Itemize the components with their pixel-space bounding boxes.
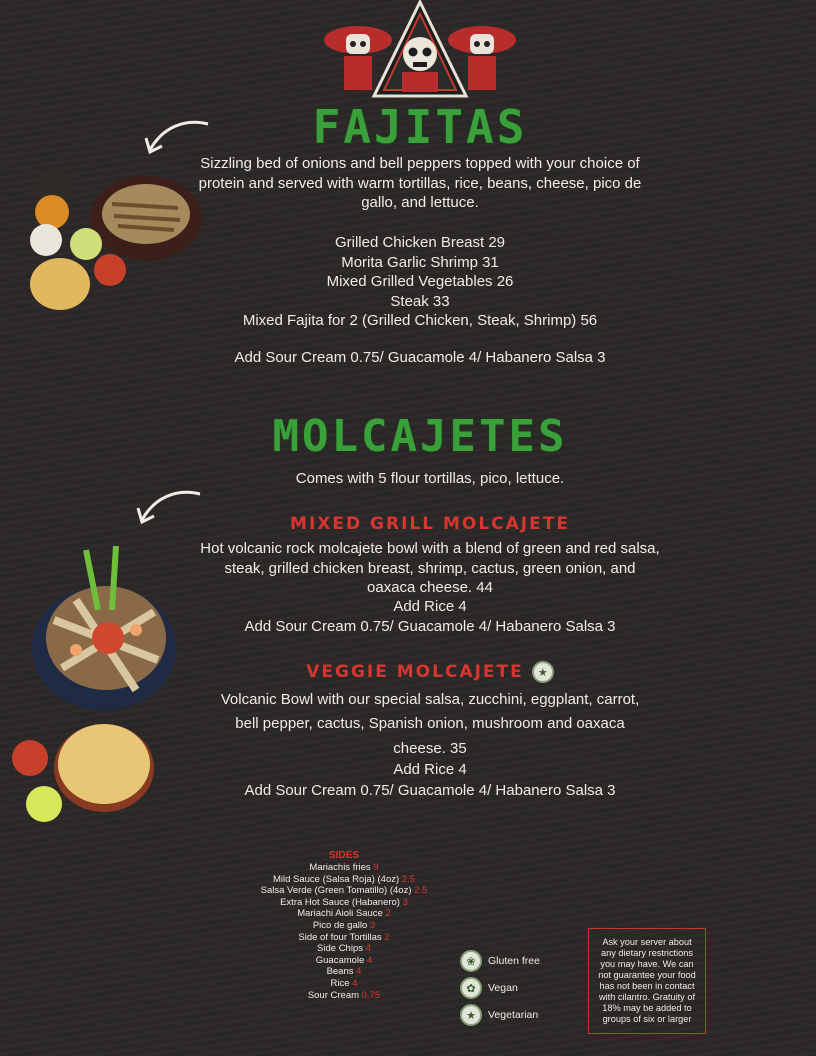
menu-item: Morita Garlic Shrimp 31 bbox=[341, 253, 499, 271]
fajitas-description: Sizzling bed of onions and bell peppers topped with your choice of protein and served with warm tortillas, rice, beans, cheese, pico de gallo, and lettuce. bbox=[198, 155, 642, 211]
molcajete-food-image bbox=[16, 540, 196, 718]
fajitas-item-list bbox=[200, 233, 640, 331]
vegetarian-icon: ★ bbox=[460, 1004, 482, 1026]
arrow-icon bbox=[132, 486, 204, 528]
side-item: Side Chips 4 bbox=[317, 943, 371, 955]
gluten-free-icon: ❀ bbox=[460, 950, 482, 972]
menu-item: Grilled Chicken Breast 29 bbox=[334, 234, 506, 251]
tortillas-food-image bbox=[8, 720, 158, 828]
restaurant-logo bbox=[318, 0, 522, 104]
mixed-grill-add-rice: Add Rice 4 bbox=[393, 598, 467, 615]
molcajetes-intro: Comes with 5 flour tortillas, pico, lettuce. bbox=[295, 470, 565, 487]
veggie-description-line-3: cheese. 35 bbox=[393, 740, 467, 757]
fajitas-addons: Add Sour Cream 0.75/ Guacamole 4/ Habanero Salsa 3 bbox=[234, 349, 606, 366]
sides-list bbox=[236, 862, 452, 1001]
side-item: Mariachi Aioli Sauce 2 bbox=[297, 908, 391, 920]
legend-vegan: ✿ Vegan bbox=[460, 977, 540, 999]
menu-item: Mixed Grilled Vegetables 26 bbox=[326, 273, 514, 290]
legend-gluten-free: ❀ Gluten free bbox=[460, 950, 540, 972]
sides-title: SIDES bbox=[328, 850, 359, 861]
side-item: Salsa Verde (Green Tomatillo) (4oz) 2.5 bbox=[260, 885, 428, 897]
side-item: Extra Hot Sauce (Habanero) 3 bbox=[280, 896, 408, 908]
legend-vegetarian: ★ Vegetarian bbox=[460, 1004, 540, 1026]
side-item: Rice 4 bbox=[330, 977, 358, 989]
side-item: Guacamole 4 bbox=[315, 954, 373, 966]
fajitas-food-image bbox=[28, 164, 206, 316]
arrow-icon bbox=[140, 116, 212, 158]
veggie-title: VEGGIE MOLCAJETE bbox=[306, 662, 524, 682]
side-item: Mariachis fries 9 bbox=[309, 862, 379, 873]
vegan-icon: ✿ bbox=[460, 977, 482, 999]
veggie-add-rice: Add Rice 4 bbox=[393, 761, 467, 778]
vegetarian-icon: ★ bbox=[532, 661, 554, 683]
molcajetes-title: MOLCAJETES bbox=[272, 411, 568, 462]
veggie-addons: Add Sour Cream 0.75/ Guacamole 4/ Habanero Salsa 3 bbox=[244, 782, 616, 799]
side-item: Beans 4 bbox=[326, 966, 362, 978]
veggie-title-row bbox=[200, 661, 660, 683]
fajitas-title: FAJITAS bbox=[312, 100, 528, 154]
menu-item: Steak 33 bbox=[390, 292, 450, 310]
veggie-description-line-1: Volcanic Bowl with our special salsa, zucchini, eggplant, carrot, bbox=[220, 691, 640, 708]
menu-item: Mixed Fajita for 2 (Grilled Chicken, Steak, Shrimp) 56 bbox=[242, 312, 598, 329]
side-item: Side of four Tortillas 2 bbox=[298, 931, 390, 943]
side-item: Mild Sauce (Salsa Roja) (4oz) 2.5 bbox=[272, 873, 416, 885]
mixed-grill-description: Hot volcanic rock molcajete bowl with a blend of green and red salsa, steak, grilled chicken breast, shrimp, cactus, green onion, and oaxaca cheese. 44 bbox=[200, 540, 660, 596]
side-item: Pico de gallo 3 bbox=[312, 919, 376, 931]
mixed-grill-addons: Add Sour Cream 0.75/ Guacamole 4/ Habanero Salsa 3 bbox=[244, 618, 616, 635]
dietary-legend bbox=[460, 950, 540, 1026]
sides-section bbox=[236, 850, 452, 1001]
mixed-grill-title: MIXED GRILL MOLCAJETE bbox=[290, 514, 570, 534]
dietary-note: Ask your server about any dietary restrictions you may have. We can not guarantee your food has not been in contact with cilantro. Gratuity of 18% may be added to groups of six or larger bbox=[588, 928, 706, 1034]
side-item: Sour Cream 0.75 bbox=[307, 989, 381, 1001]
veggie-description-line-2: bell pepper, cactus, Spanish onion, mushroom and oaxaca bbox=[235, 715, 625, 732]
